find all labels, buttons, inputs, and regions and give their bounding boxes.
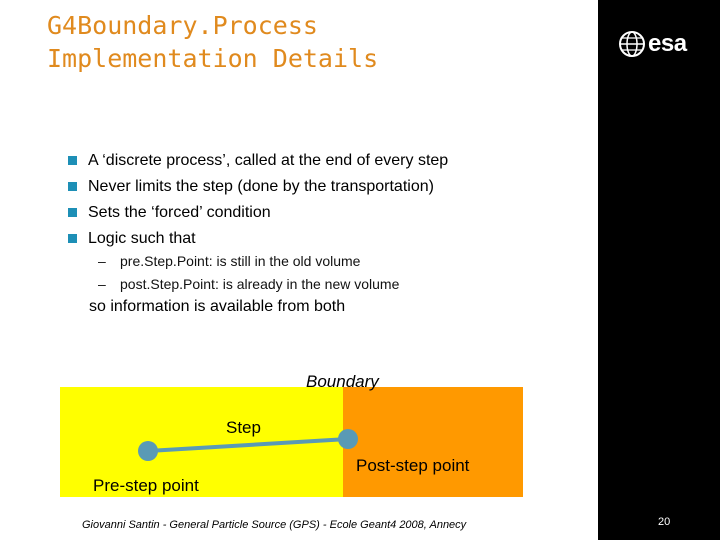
- bullet-item: [68, 148, 448, 174]
- black-side-panel: [598, 0, 720, 540]
- bullet-text: A ‘discrete process’, called at the end of every step: [88, 152, 449, 169]
- pre-step-point-label: Pre-step point: [93, 476, 199, 495]
- bullet-square-icon: [68, 208, 77, 217]
- boundary-label: Boundary: [306, 372, 379, 391]
- slide-footer: Giovanni Santin - General Particle Source (GPS) - Ecole Geant4 2008, Annecy: [82, 519, 467, 531]
- bullet-square-icon: [68, 156, 77, 165]
- esa-logo-text: esa: [648, 30, 687, 57]
- slide-title: [47, 9, 378, 75]
- bullet-square-icon: [68, 182, 77, 191]
- esa-logo: [618, 30, 687, 58]
- bullet-text: Sets the ‘forced’ condition: [88, 204, 271, 221]
- new-volume-region: [343, 387, 523, 497]
- bullet-list: [68, 148, 448, 252]
- conclusion-text: so information is available from both: [89, 298, 346, 315]
- dash-marker: –: [98, 276, 106, 292]
- bullet-item: [68, 226, 448, 252]
- title-line-1: G4Boundary.Process: [47, 11, 318, 40]
- sub-bullet-list: [98, 250, 399, 296]
- title-line-2: Implementation Details: [47, 44, 379, 73]
- bullet-square-icon: [68, 234, 77, 243]
- page-number: 20: [658, 516, 671, 528]
- sub-bullet-text: post.Step.Point: is already in the new volume: [120, 276, 400, 292]
- sub-bullet-text: pre.Step.Point: is still in the old volume: [120, 253, 361, 269]
- bullet-item: [68, 200, 448, 226]
- sub-bullet-item: [98, 273, 399, 296]
- bullet-item: [68, 174, 448, 200]
- post-step-point-label: Post-step point: [356, 456, 470, 475]
- sub-bullet-item: [98, 250, 399, 273]
- esa-globe-icon: [618, 30, 646, 58]
- bullet-text: Logic such that: [88, 230, 196, 247]
- step-label: Step: [226, 418, 261, 437]
- bullet-text: Never limits the step (done by the transportation): [88, 178, 434, 195]
- dash-marker: –: [98, 253, 106, 269]
